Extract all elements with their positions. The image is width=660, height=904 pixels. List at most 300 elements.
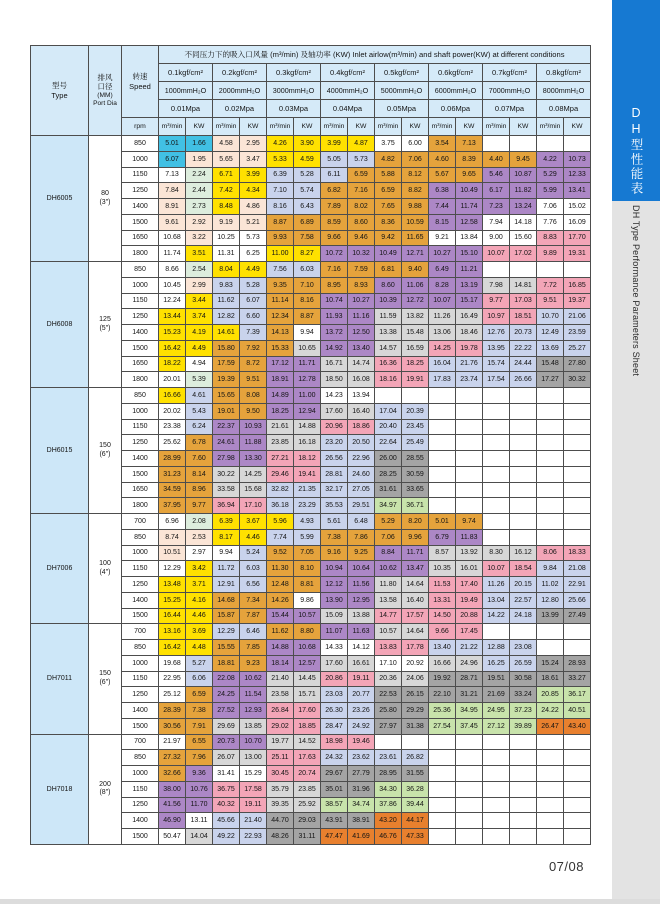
flow-value-cell: 10.25 [213, 230, 240, 246]
power-value-cell: 16.18 [294, 435, 321, 451]
power-value-cell: 14.52 [294, 734, 321, 750]
power-value-cell: 18.85 [294, 718, 321, 734]
flow-value-cell: 21.40 [267, 671, 294, 687]
flow-value-cell: 14.50 [429, 608, 456, 624]
power-value-cell: 4.94 [186, 356, 213, 372]
power-value-cell: 6.07 [240, 293, 267, 309]
power-value-cell: 5.24 [240, 545, 267, 561]
power-value-cell: 34.74 [348, 797, 375, 813]
power-value-cell: 3.74 [186, 309, 213, 325]
flow-value-cell: 23.20 [321, 435, 348, 451]
flow-value-cell: 36.75 [213, 781, 240, 797]
power-value-cell: 8.16 [294, 293, 321, 309]
power-value-cell: 5.74 [294, 183, 321, 199]
flow-value-cell: 7.38 [321, 529, 348, 545]
empty-cell [564, 797, 591, 813]
flow-value-cell: 9.93 [267, 230, 294, 246]
pressure-mpa-header: 0.02Mpa [213, 100, 267, 118]
empty-cell [429, 419, 456, 435]
power-value-cell: 13.47 [402, 561, 429, 577]
speed-cell: 850 [122, 262, 159, 278]
flow-value-cell: 14.88 [267, 640, 294, 656]
flow-unit-header: m³/min [429, 118, 456, 136]
speed-cell: 700 [122, 734, 159, 750]
empty-cell [456, 498, 483, 514]
power-value-cell: 25.92 [294, 797, 321, 813]
flow-value-cell: 32.17 [321, 482, 348, 498]
flow-value-cell: 22.95 [159, 671, 186, 687]
power-value-cell: 13.24 [510, 199, 537, 215]
flow-value-cell: 7.65 [375, 199, 402, 215]
flow-value-cell: 6.38 [429, 183, 456, 199]
power-value-cell: 17.57 [402, 608, 429, 624]
power-value-cell: 17.70 [564, 230, 591, 246]
port-cell [89, 136, 122, 262]
port-line: 80 [101, 190, 109, 198]
power-value-cell: 4.86 [240, 199, 267, 215]
flow-value-cell: 14.92 [321, 340, 348, 356]
flow-value-cell: 10.72 [321, 246, 348, 262]
power-value-cell: 36.28 [402, 781, 429, 797]
flow-value-cell: 25.36 [429, 703, 456, 719]
flow-value-cell: 50.47 [159, 829, 186, 845]
power-value-cell: 31.96 [348, 781, 375, 797]
pressure-kgf-header: 0.7kgf/cm² [483, 64, 537, 82]
flow-value-cell: 20.86 [321, 671, 348, 687]
flow-value-cell: 10.35 [429, 561, 456, 577]
power-value-cell: 15.10 [456, 246, 483, 262]
empty-cell [483, 797, 510, 813]
power-value-cell: 4.93 [294, 514, 321, 530]
flow-value-cell: 9.94 [213, 545, 240, 561]
performance-table [30, 45, 591, 845]
flow-value-cell: 10.45 [159, 277, 186, 293]
power-value-cell: 10.62 [240, 671, 267, 687]
flow-value-cell: 16.42 [159, 340, 186, 356]
flow-value-cell: 23.03 [321, 687, 348, 703]
pressure-mpa-header: 0.05Mpa [375, 100, 429, 118]
power-value-cell: 3.51 [186, 246, 213, 262]
power-value-cell: 23.59 [564, 325, 591, 341]
flow-value-cell: 5.99 [537, 183, 564, 199]
power-value-cell: 8.39 [456, 151, 483, 167]
flow-value-cell: 9.66 [321, 230, 348, 246]
power-value-cell: 19.37 [564, 293, 591, 309]
flow-value-cell: 22.10 [429, 687, 456, 703]
flow-value-cell: 6.96 [159, 514, 186, 530]
speed-cell: 1500 [122, 829, 159, 845]
flow-value-cell: 5.29 [537, 167, 564, 183]
power-value-cell: 14.45 [294, 671, 321, 687]
flow-value-cell: 7.72 [537, 277, 564, 293]
power-value-cell: 8.60 [348, 214, 375, 230]
power-value-cell: 19.11 [348, 671, 375, 687]
flow-value-cell: 15.25 [159, 592, 186, 608]
empty-cell [456, 829, 483, 845]
power-value-cell: 8.08 [240, 388, 267, 404]
flow-value-cell: 6.17 [483, 183, 510, 199]
flow-value-cell: 11.30 [267, 561, 294, 577]
power-value-cell: 4.46 [240, 529, 267, 545]
power-value-cell: 20.15 [510, 577, 537, 593]
empty-cell [564, 624, 591, 640]
pressure-mmh2o-header: 5000mmH₂O [375, 82, 429, 100]
flow-value-cell: 12.48 [267, 577, 294, 593]
flow-value-cell: 8.15 [429, 214, 456, 230]
flow-value-cell: 6.82 [321, 183, 348, 199]
flow-value-cell: 15.87 [213, 608, 240, 624]
empty-cell [564, 514, 591, 530]
power-value-cell: 20.50 [348, 435, 375, 451]
flow-value-cell: 26.84 [267, 703, 294, 719]
pressure-kgf-header: 0.2kgf/cm² [213, 64, 267, 82]
flow-value-cell: 38.57 [321, 797, 348, 813]
flow-value-cell: 16.36 [375, 356, 402, 372]
flow-value-cell: 33.58 [213, 482, 240, 498]
flow-value-cell: 11.62 [267, 624, 294, 640]
table-row [31, 624, 591, 640]
power-value-cell: 9.25 [348, 545, 375, 561]
empty-cell [510, 451, 537, 467]
flow-value-cell: 25.12 [159, 687, 186, 703]
power-value-cell: 17.40 [456, 577, 483, 593]
power-value-cell: 6.43 [294, 199, 321, 215]
flow-value-cell: 6.07 [159, 151, 186, 167]
flow-value-cell: 7.06 [537, 199, 564, 215]
port-line: 200 [99, 780, 111, 788]
flow-value-cell: 16.42 [159, 640, 186, 656]
power-value-cell: 3.71 [186, 577, 213, 593]
flow-unit-header: m³/min [213, 118, 240, 136]
port-line: (5") [99, 324, 111, 332]
flow-value-cell: 8.83 [537, 230, 564, 246]
flow-value-cell: 12.88 [483, 640, 510, 656]
power-value-cell: 12.94 [294, 403, 321, 419]
power-value-cell: 10.76 [186, 781, 213, 797]
flow-value-cell: 9.21 [429, 230, 456, 246]
pressure-mpa-header: 0.04Mpa [321, 100, 375, 118]
flow-value-cell: 19.01 [213, 403, 240, 419]
flow-value-cell: 46.90 [159, 813, 186, 829]
power-value-cell: 15.17 [456, 293, 483, 309]
flow-value-cell: 17.83 [429, 372, 456, 388]
flow-value-cell: 28.47 [321, 718, 348, 734]
power-value-cell: 6.24 [186, 419, 213, 435]
empty-cell [429, 482, 456, 498]
flow-value-cell: 16.25 [483, 655, 510, 671]
flow-value-cell: 30.56 [159, 718, 186, 734]
power-value-cell: 10.32 [348, 246, 375, 262]
flow-value-cell: 35.79 [267, 781, 294, 797]
flow-unit-header: m³/min [267, 118, 294, 136]
power-value-cell: 23.45 [402, 419, 429, 435]
sidebar-title-en: DH Type Performance Parameters Sheet [631, 205, 641, 377]
power-value-cell: 4.48 [186, 640, 213, 656]
power-value-cell: 3.42 [186, 561, 213, 577]
flow-value-cell: 31.23 [159, 466, 186, 482]
power-value-cell: 23.74 [456, 372, 483, 388]
power-value-cell: 24.06 [402, 671, 429, 687]
empty-cell [510, 498, 537, 514]
power-value-cell: 2.92 [186, 214, 213, 230]
empty-cell [429, 498, 456, 514]
flow-value-cell: 20.01 [159, 372, 186, 388]
flow-value-cell: 13.48 [159, 577, 186, 593]
flow-value-cell: 18.81 [213, 655, 240, 671]
flow-value-cell: 24.22 [537, 703, 564, 719]
power-value-cell: 37.45 [456, 718, 483, 734]
speed-cell: 1000 [122, 655, 159, 671]
flow-value-cell: 25.62 [159, 435, 186, 451]
empty-cell [483, 734, 510, 750]
empty-cell [429, 781, 456, 797]
flow-value-cell: 12.12 [321, 577, 348, 593]
flow-value-cell: 25.80 [375, 703, 402, 719]
power-value-cell: 5.27 [186, 655, 213, 671]
flow-value-cell: 13.40 [429, 640, 456, 656]
empty-cell [537, 813, 564, 829]
empty-cell [537, 388, 564, 404]
power-value-cell: 7.34 [240, 592, 267, 608]
power-value-cell: 3.67 [240, 514, 267, 530]
power-value-cell: 23.62 [348, 750, 375, 766]
power-value-cell: 13.40 [348, 340, 375, 356]
power-value-cell: 8.12 [402, 167, 429, 183]
flow-value-cell: 17.12 [267, 356, 294, 372]
power-value-cell: 16.40 [348, 403, 375, 419]
port-line: 100 [99, 560, 111, 568]
speed-cell: 850 [122, 750, 159, 766]
power-value-cell: 11.00 [294, 388, 321, 404]
empty-cell [429, 435, 456, 451]
flow-value-cell: 10.68 [159, 230, 186, 246]
port-line: (8") [99, 789, 111, 797]
flow-value-cell: 26.30 [321, 703, 348, 719]
flow-value-cell: 6.39 [213, 514, 240, 530]
power-value-cell: 2.97 [186, 545, 213, 561]
flow-value-cell: 18.14 [267, 655, 294, 671]
power-value-cell: 8.27 [294, 246, 321, 262]
power-value-cell: 7.38 [186, 703, 213, 719]
flow-value-cell: 18.61 [537, 671, 564, 687]
speed-cell: 1250 [122, 577, 159, 593]
power-value-cell: 30.32 [564, 372, 591, 388]
power-value-cell: 17.60 [294, 703, 321, 719]
power-value-cell: 19.46 [348, 734, 375, 750]
empty-cell [510, 514, 537, 530]
power-value-cell: 24.18 [510, 608, 537, 624]
power-value-cell: 16.08 [348, 372, 375, 388]
power-value-cell: 20.88 [456, 608, 483, 624]
power-value-cell: 2.24 [186, 167, 213, 183]
power-value-cell: 31.11 [294, 829, 321, 845]
empty-cell [483, 466, 510, 482]
power-value-cell: 21.08 [564, 561, 591, 577]
model-cell: DH7018 [31, 734, 89, 844]
power-value-cell: 5.39 [186, 372, 213, 388]
power-value-cell: 41.69 [348, 829, 375, 845]
flow-value-cell: 11.93 [321, 309, 348, 325]
power-value-cell: 6.55 [186, 734, 213, 750]
power-value-cell: 6.89 [294, 214, 321, 230]
empty-cell [564, 750, 591, 766]
power-unit-header: KW [348, 118, 375, 136]
sidebar-title-en-wrap [612, 205, 660, 376]
flow-value-cell: 5.29 [375, 514, 402, 530]
flow-value-cell: 9.35 [267, 277, 294, 293]
empty-cell [537, 734, 564, 750]
flow-value-cell: 11.07 [321, 624, 348, 640]
flow-value-cell: 6.49 [429, 262, 456, 278]
power-value-cell: 33.65 [402, 482, 429, 498]
power-unit-header: KW [294, 118, 321, 136]
flow-value-cell: 21.97 [159, 734, 186, 750]
power-value-cell: 9.45 [510, 151, 537, 167]
speed-cell: 700 [122, 624, 159, 640]
flow-unit-header: m³/min [537, 118, 564, 136]
flow-value-cell: 6.59 [375, 183, 402, 199]
empty-cell [564, 419, 591, 435]
flow-value-cell: 13.83 [375, 640, 402, 656]
speed-cell: 1250 [122, 687, 159, 703]
flow-value-cell: 37.86 [375, 797, 402, 813]
flow-value-cell: 18.50 [321, 372, 348, 388]
empty-cell [429, 388, 456, 404]
pressure-kgf-header: 0.1kgf/cm² [159, 64, 213, 82]
power-value-cell: 33.27 [564, 671, 591, 687]
flow-value-cell: 4.82 [375, 151, 402, 167]
power-value-cell: 15.60 [510, 230, 537, 246]
empty-cell [510, 435, 537, 451]
power-value-cell: 13.41 [564, 183, 591, 199]
flow-value-cell: 9.61 [159, 214, 186, 230]
power-value-cell: 11.71 [294, 356, 321, 372]
power-unit-header: KW [456, 118, 483, 136]
flow-value-cell: 11.26 [429, 309, 456, 325]
flow-value-cell: 4.58 [213, 136, 240, 152]
power-value-cell: 26.59 [510, 655, 537, 671]
flow-value-cell: 17.54 [483, 372, 510, 388]
power-value-cell: 3.44 [186, 293, 213, 309]
power-value-cell: 11.88 [240, 435, 267, 451]
flow-value-cell: 7.89 [321, 199, 348, 215]
empty-cell [429, 403, 456, 419]
empty-cell [537, 797, 564, 813]
power-value-cell: 38.91 [348, 813, 375, 829]
power-value-cell: 9.88 [402, 199, 429, 215]
power-unit-header: KW [186, 118, 213, 136]
flow-value-cell: 9.00 [483, 230, 510, 246]
power-value-cell: 2.73 [186, 199, 213, 215]
port-header-line: 口径 [97, 82, 113, 92]
empty-cell [537, 781, 564, 797]
empty-cell [429, 797, 456, 813]
empty-cell [483, 403, 510, 419]
model-cell: DH7006 [31, 514, 89, 624]
power-value-cell: 17.78 [402, 640, 429, 656]
power-value-cell: 13.84 [456, 230, 483, 246]
empty-cell [483, 388, 510, 404]
flow-value-cell: 5.33 [267, 151, 294, 167]
speed-cell: 1400 [122, 592, 159, 608]
empty-cell [483, 813, 510, 829]
power-value-cell: 10.70 [240, 734, 267, 750]
power-value-cell: 43.40 [564, 718, 591, 734]
empty-cell [564, 529, 591, 545]
empty-cell [456, 435, 483, 451]
power-value-cell: 11.82 [510, 183, 537, 199]
flow-value-cell: 8.57 [429, 545, 456, 561]
empty-cell [483, 514, 510, 530]
pressure-kgf-header: 0.6kgf/cm² [429, 64, 483, 82]
empty-cell [510, 781, 537, 797]
empty-cell [375, 734, 402, 750]
power-value-cell: 5.73 [348, 151, 375, 167]
flow-value-cell: 8.28 [429, 277, 456, 293]
speed-cell: 1000 [122, 403, 159, 419]
flow-value-cell: 15.65 [213, 388, 240, 404]
power-value-cell: 37.23 [510, 703, 537, 719]
empty-cell [483, 750, 510, 766]
pressure-kgf-header: 0.5kgf/cm² [375, 64, 429, 82]
flow-value-cell: 36.94 [213, 498, 240, 514]
empty-cell [429, 813, 456, 829]
power-unit-header: KW [564, 118, 591, 136]
power-value-cell: 8.81 [294, 577, 321, 593]
empty-cell [510, 388, 537, 404]
power-value-cell: 9.40 [402, 262, 429, 278]
table-row [31, 514, 591, 530]
empty-cell [537, 403, 564, 419]
flow-value-cell: 7.23 [483, 199, 510, 215]
power-value-cell: 15.29 [240, 766, 267, 782]
flow-value-cell: 10.74 [321, 293, 348, 309]
flow-value-cell: 32.66 [159, 766, 186, 782]
power-value-cell: 28.93 [564, 655, 591, 671]
power-value-cell: 13.85 [240, 718, 267, 734]
flow-value-cell: 9.89 [537, 246, 564, 262]
power-value-cell: 18.54 [510, 561, 537, 577]
power-value-cell: 29.51 [348, 498, 375, 514]
flow-value-cell: 21.69 [483, 687, 510, 703]
flow-value-cell: 13.16 [159, 624, 186, 640]
power-value-cell: 7.10 [294, 277, 321, 293]
flow-value-cell: 8.16 [267, 199, 294, 215]
flow-value-cell: 7.84 [159, 183, 186, 199]
empty-cell [483, 529, 510, 545]
power-value-cell: 8.82 [402, 183, 429, 199]
speed-cell: 1150 [122, 293, 159, 309]
flow-value-cell: 15.48 [537, 356, 564, 372]
model-cell: DH6008 [31, 262, 89, 388]
power-value-cell: 26.82 [402, 750, 429, 766]
power-value-cell: 8.10 [294, 561, 321, 577]
empty-cell [483, 435, 510, 451]
power-value-cell: 21.76 [456, 356, 483, 372]
flow-value-cell: 19.92 [429, 671, 456, 687]
power-value-cell: 2.54 [186, 262, 213, 278]
flow-value-cell: 19.39 [213, 372, 240, 388]
flow-value-cell: 14.77 [375, 608, 402, 624]
empty-cell [510, 482, 537, 498]
speed-cell: 1400 [122, 813, 159, 829]
empty-cell [483, 451, 510, 467]
flow-value-cell: 27.12 [483, 718, 510, 734]
power-value-cell: 18.33 [564, 545, 591, 561]
flow-value-cell: 5.67 [429, 167, 456, 183]
flow-value-cell: 20.73 [213, 734, 240, 750]
speed-cell: 1150 [122, 781, 159, 797]
